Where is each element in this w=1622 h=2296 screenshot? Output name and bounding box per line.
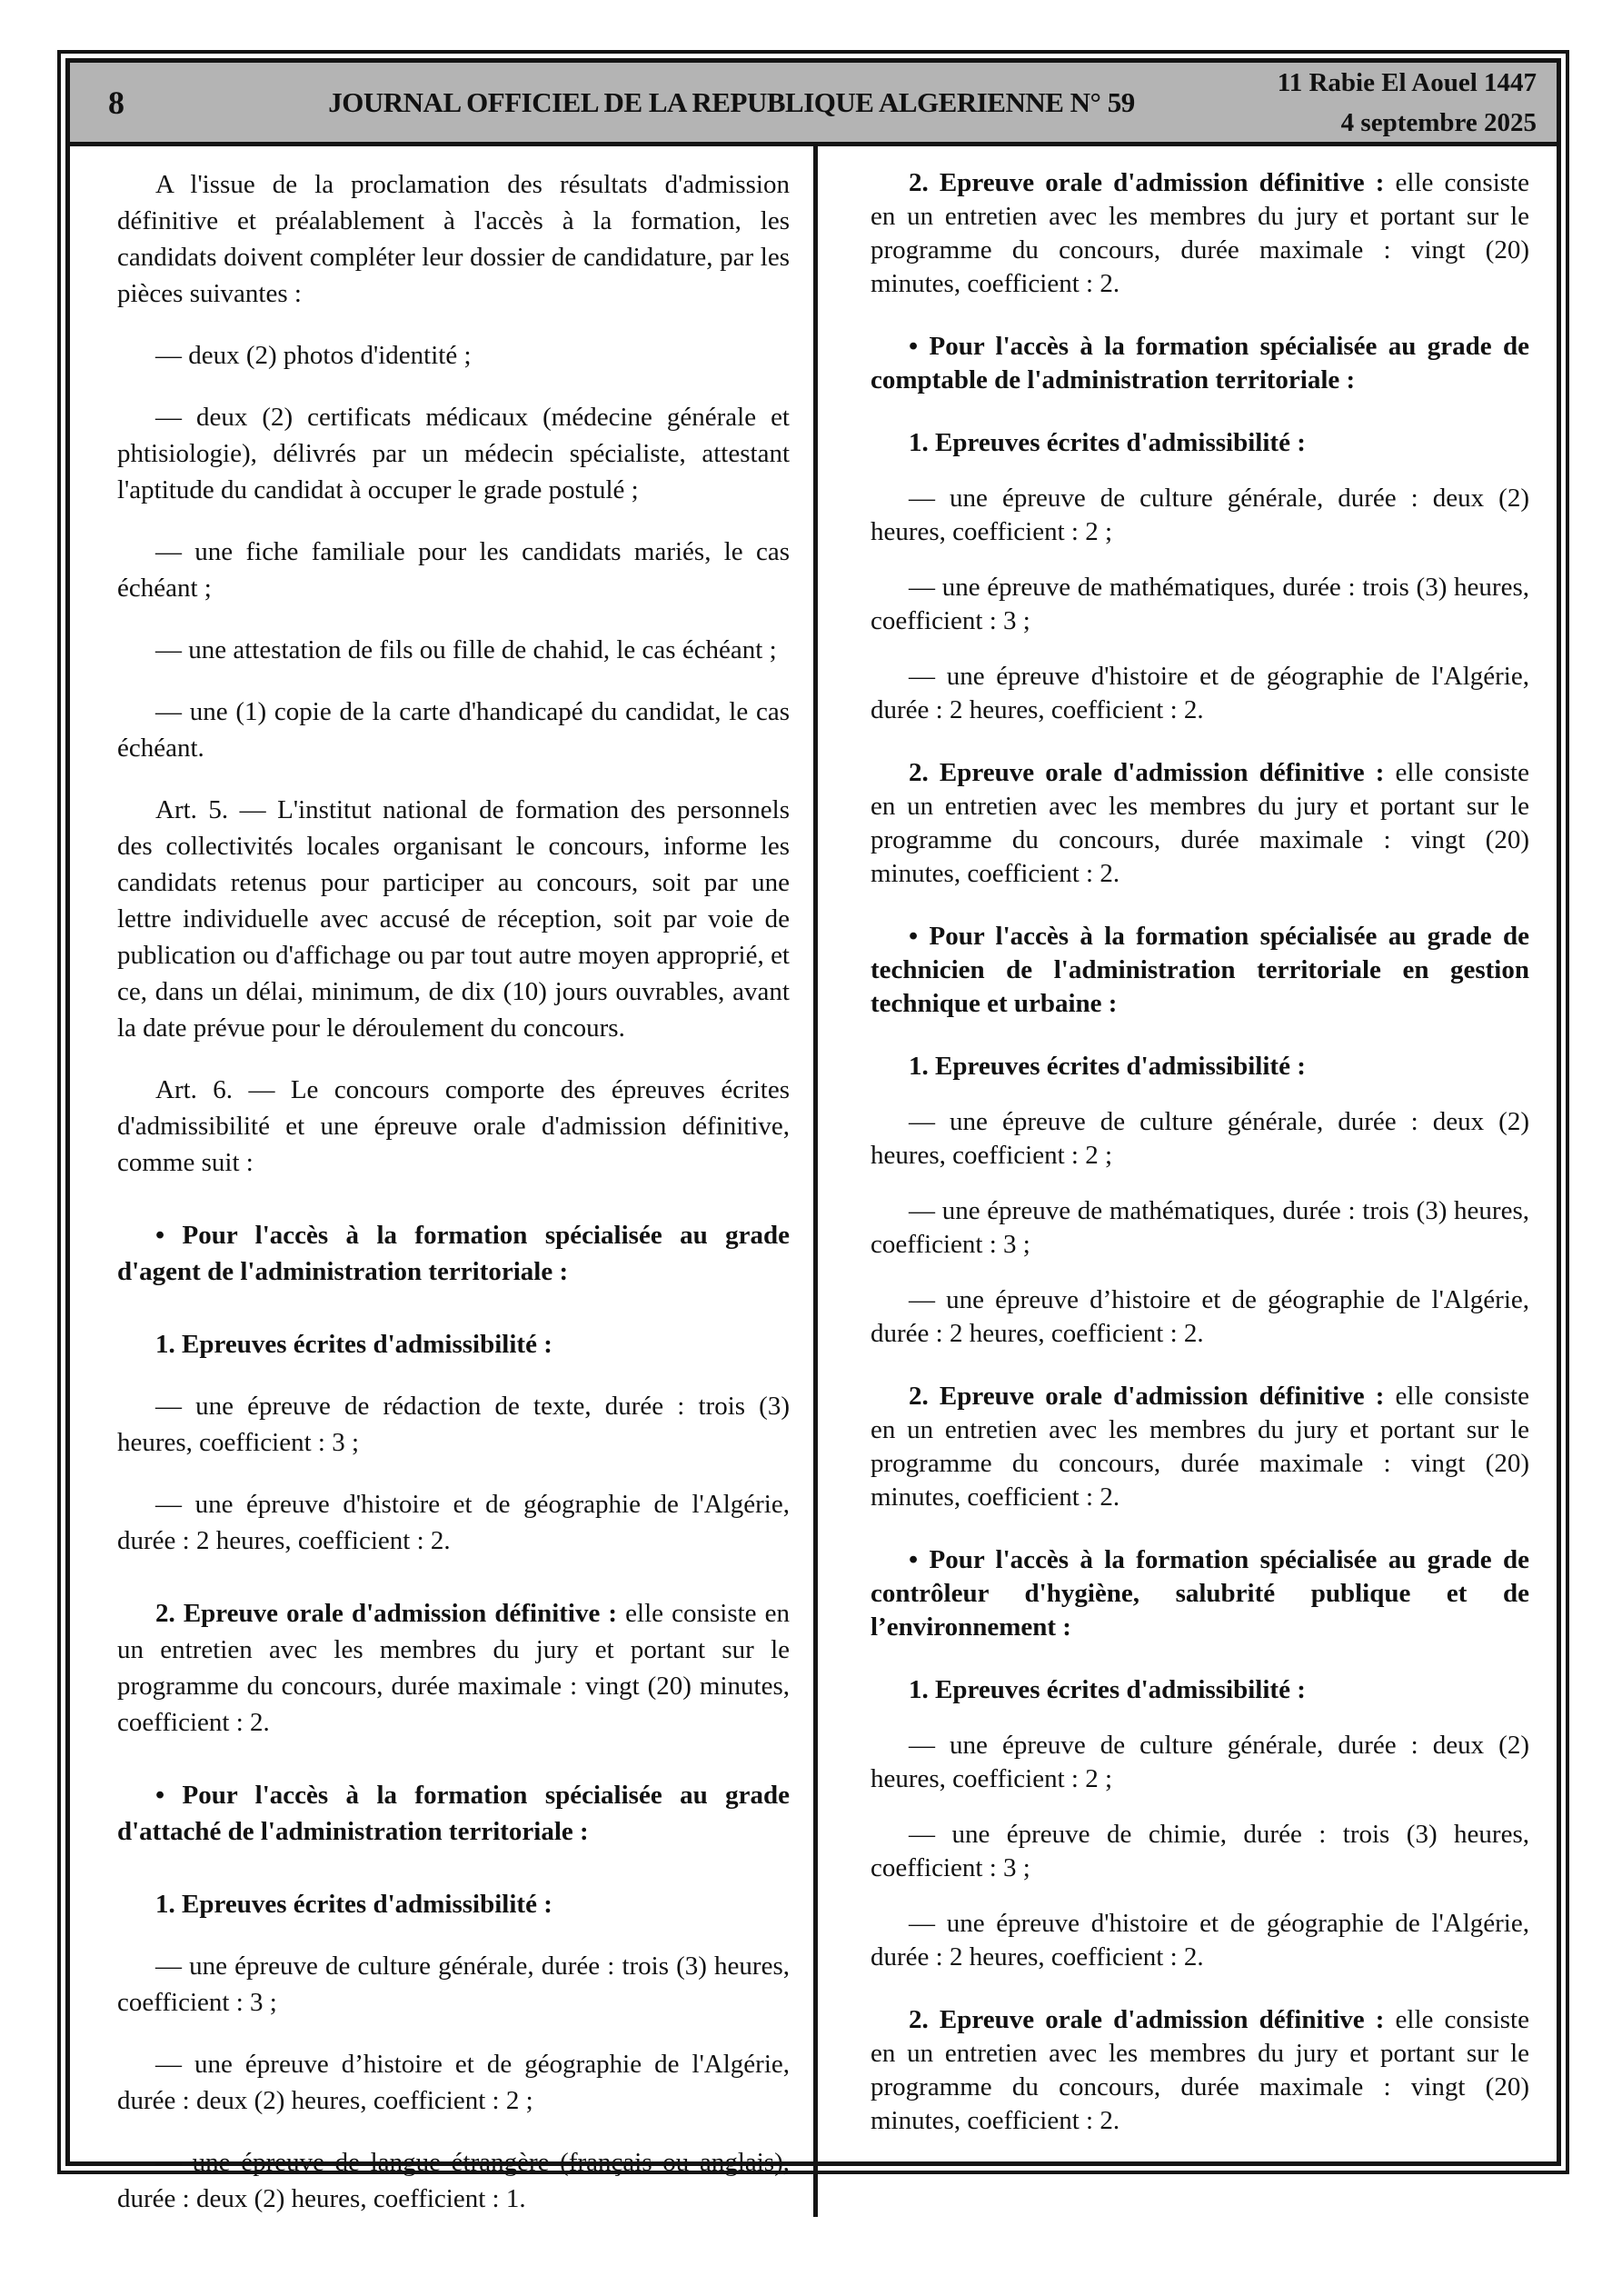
paragraph-bold-lead: • Pour l'accès à la formation spécialisée au grade de contrôleur d'hygiène, salubrité publique et de l’environnement : bbox=[871, 1545, 1529, 1642]
paragraph bbox=[871, 330, 1529, 397]
paragraph bbox=[117, 1886, 790, 1922]
paragraph-bold-lead: 2. Epreuve orale d'admission définitive : bbox=[909, 168, 1385, 197]
paragraph bbox=[871, 1380, 1529, 1514]
paragraph bbox=[117, 632, 790, 668]
paragraph bbox=[117, 166, 790, 312]
paragraph bbox=[871, 1543, 1529, 1644]
paragraph-text: Art. 6. — Le concours comporte des épreuves écrites d'admissibilité et une épreuve orale d'admission définitive, comme suit : bbox=[117, 1075, 790, 1177]
paragraph bbox=[871, 2003, 1529, 2138]
paragraph-bold-lead: 2. Epreuve orale d'admission définitive : bbox=[909, 758, 1385, 787]
paragraph bbox=[871, 660, 1529, 727]
paragraph bbox=[117, 1072, 790, 1181]
paragraph bbox=[871, 1283, 1529, 1351]
paragraph-text: — une épreuve de mathématiques, durée : trois (3) heures, coefficient : 3 ; bbox=[871, 573, 1529, 635]
page-number: 8 bbox=[108, 84, 124, 121]
paragraph bbox=[871, 426, 1529, 460]
page-frame-inner bbox=[65, 58, 1561, 2213]
paragraph-bold-lead: 1. Epreuves écrites d'admissibilité : bbox=[155, 1890, 552, 1919]
paragraph-text: — une fiche familiale pour les candidats mariés, le cas échéant ; bbox=[117, 537, 790, 603]
paragraph bbox=[117, 534, 790, 606]
paragraph bbox=[871, 1907, 1529, 1974]
paragraph-text: — une épreuve de rédaction de texte, durée : trois (3) heures, coefficient : 3 ; bbox=[117, 1392, 790, 1457]
paragraph-bold-lead: • Pour l'accès à la formation spécialisée au grade de comptable de l'administration territoriale : bbox=[871, 332, 1529, 394]
paragraph bbox=[117, 2046, 790, 2119]
paragraph bbox=[117, 1595, 790, 1741]
paragraph bbox=[117, 1777, 790, 1850]
paragraph-text: — une (1) copie de la carte d'handicapé du candidat, le cas échéant. bbox=[117, 697, 790, 763]
paragraph-text: — une épreuve de culture générale, durée : deux (2) heures, coefficient : 2 ; bbox=[871, 1107, 1529, 1170]
paragraph-text: — une épreuve de chimie, durée : trois (3) heures, coefficient : 3 ; bbox=[871, 1820, 1529, 1882]
paragraph-text: — une épreuve d’histoire et de géographie de l'Algérie, durée : deux (2) heures, coefficient : 2 ; bbox=[117, 2050, 790, 2115]
paragraph-text: elle consiste en un entretien avec les membres du jury et portant sur le programme du concours, durée maximale : vingt (20) minutes, coefficient : 2. bbox=[871, 1382, 1529, 1512]
paragraph-bold-lead: 1. Epreuves écrites d'admissibilité : bbox=[155, 1330, 552, 1359]
paragraph bbox=[117, 1486, 790, 1559]
journal-title: JOURNAL OFFICIEL DE LA REPUBLIQUE ALGERIENNE N° 59 bbox=[328, 85, 1135, 118]
paragraph bbox=[871, 571, 1529, 638]
paragraph-text: — deux (2) photos d'identité ; bbox=[155, 341, 472, 370]
paragraph bbox=[871, 482, 1529, 549]
paragraph bbox=[871, 1729, 1529, 1796]
paragraph bbox=[871, 1050, 1529, 1083]
page-header bbox=[70, 63, 1557, 146]
paragraph bbox=[871, 756, 1529, 891]
column-left bbox=[70, 146, 813, 2217]
paragraph bbox=[117, 2144, 790, 2217]
paragraph-text: elle consiste en un entretien avec les membres du jury et portant sur le programme du concours, durée maximale : vingt (20) minutes, coefficient : 2. bbox=[871, 2005, 1529, 2135]
paragraph-bold-lead: 1. Epreuves écrites d'admissibilité : bbox=[909, 1052, 1306, 1081]
date-hijri: 11 Rabie El Aouel 1447 bbox=[1277, 67, 1537, 97]
paragraph-text: elle consiste en un entretien avec les membres du jury et portant sur le programme du concours, durée maximale : vingt (20) minutes, coefficient : 2. bbox=[871, 168, 1529, 298]
paragraph-text: — une épreuve de culture générale, durée : trois (3) heures, coefficient : 3 ; bbox=[117, 1952, 790, 2017]
paragraph-text: — deux (2) certificats médicaux (médecine générale et phtisiologie), délivrés par un médecin spécialiste, attestant l'aptitude du candidat à occuper le grade postulé ; bbox=[117, 403, 790, 504]
paragraph bbox=[117, 1326, 790, 1363]
paragraph bbox=[117, 399, 790, 508]
paragraph-text: — une épreuve d'histoire et de géographie de l'Algérie, durée : 2 heures, coefficient : 2. bbox=[871, 1909, 1529, 1972]
header-dates bbox=[1278, 63, 1537, 143]
content bbox=[70, 146, 1557, 2217]
paragraph bbox=[117, 1948, 790, 2021]
paragraph-bold-lead: 1. Epreuves écrites d'admissibilité : bbox=[909, 1675, 1306, 1704]
paragraph-bold-lead: 2. Epreuve orale d'admission définitive : bbox=[909, 1382, 1385, 1411]
paragraph bbox=[117, 792, 790, 1046]
paragraph bbox=[871, 166, 1529, 301]
page-frame bbox=[57, 50, 1569, 2213]
paragraph bbox=[117, 694, 790, 766]
paragraph-text: — une épreuve de culture générale, durée : deux (2) heures, coefficient : 2 ; bbox=[871, 484, 1529, 546]
paragraph-bold-lead: • Pour l'accès à la formation spécialisée au grade de technicien de l'administration territoriale en gestion technique et urbaine : bbox=[871, 922, 1529, 1018]
paragraph-bold-lead: 1. Epreuves écrites d'admissibilité : bbox=[909, 428, 1306, 457]
paragraph bbox=[871, 1105, 1529, 1173]
paragraph-bold-lead: • Pour l'accès à la formation spécialisée au grade d'attaché de l'administration territoriale : bbox=[117, 1781, 790, 1846]
paragraph-text: elle consiste en un entretien avec les membres du jury et portant sur le programme du concours, durée maximale : vingt (20) minutes, coefficient : 2. bbox=[117, 1599, 790, 1737]
paragraph bbox=[117, 1217, 790, 1290]
paragraph-text: elle consiste en un entretien avec les membres du jury et portant sur le programme du concours, durée maximale : vingt (20) minutes, coefficient : 2. bbox=[871, 758, 1529, 888]
paragraph-bold-lead: 2. Epreuve orale d'admission définitive : bbox=[909, 2005, 1385, 2034]
paragraph-text: — une épreuve de mathématiques, durée : trois (3) heures, coefficient : 3 ; bbox=[871, 1196, 1529, 1259]
paragraph-text: Art. 5. — L'institut national de formation des personnels des collectivités locales organisant le concours, informe les candidats retenus pour participer au concours, soit par une lettre individuelle avec accusé de réception, soit par voie de publication ou d'affichage ou par tout autre moyen approprié, et ce, dans un délai, minimum, de dix (10) jours ouvrables, avant la date prévue pour le déroulement du concours. bbox=[117, 795, 790, 1043]
paragraph-text: — une attestation de fils ou fille de chahid, le cas échéant ; bbox=[155, 635, 777, 664]
paragraph-text: — une épreuve d’histoire et de géographie de l'Algérie, durée : 2 heures, coefficient : 2. bbox=[871, 1285, 1529, 1348]
paragraph bbox=[871, 920, 1529, 1021]
column-right bbox=[813, 146, 1557, 2217]
paragraph bbox=[871, 1818, 1529, 1885]
paragraph bbox=[871, 1673, 1529, 1707]
date-gregorian: 4 septembre 2025 bbox=[1340, 107, 1537, 137]
paragraph-text: — une épreuve de langue étrangère (français ou anglais), durée : deux (2) heures, coefficient : 1. bbox=[117, 2148, 790, 2213]
paragraph bbox=[871, 1194, 1529, 1262]
paragraph-text: — une épreuve d'histoire et de géographie de l'Algérie, durée : 2 heures, coefficient : 2. bbox=[871, 662, 1529, 724]
paragraph-text: A l'issue de la proclamation des résultats d'admission définitive et préalablement à l'accès à la formation, les candidats doivent compléter leur dossier de candidature, par les pièces suivantes : bbox=[117, 170, 790, 308]
paragraph-text: — une épreuve d'histoire et de géographie de l'Algérie, durée : 2 heures, coefficient : 2. bbox=[117, 1490, 790, 1555]
paragraph-bold-lead: 2. Epreuve orale d'admission définitive : bbox=[155, 1599, 618, 1628]
paragraph-text: — une épreuve de culture générale, durée : deux (2) heures, coefficient : 2 ; bbox=[871, 1731, 1529, 1793]
paragraph bbox=[117, 1388, 790, 1461]
paragraph bbox=[117, 337, 790, 374]
paragraph-bold-lead: • Pour l'accès à la formation spécialisée au grade d'agent de l'administration territoriale : bbox=[117, 1221, 790, 1286]
